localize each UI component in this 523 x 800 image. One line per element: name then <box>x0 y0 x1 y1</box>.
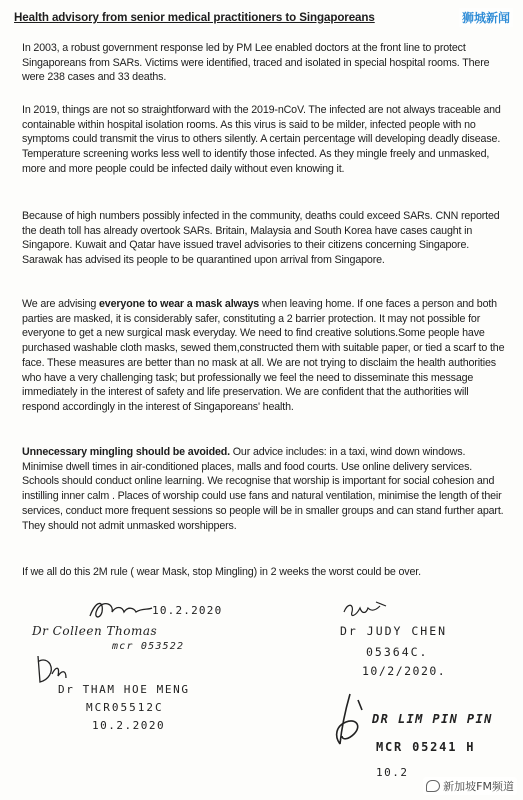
signature-colleen-mcr: mcr 053522 <box>112 641 185 652</box>
paragraph-emphasis: Unnecessary mingling should be avoided. <box>22 446 230 458</box>
signature-tham-mcr: MCR05512C <box>86 701 164 714</box>
signature-lim-scribble <box>328 690 368 748</box>
signature-colleen-date: 10.2.2020 <box>152 604 223 617</box>
paragraph-2m-rule <box>22 565 508 580</box>
signature-judy-mcr: 05364C. <box>366 645 429 659</box>
footer-watermark-text: 新加坡FM频道 <box>443 780 514 793</box>
paragraph-text: In 2003, a robust government response led by PM Lee enabled doctors at the front line to protect Singaporeans from SARs. Victims were identified, traced and isolated in special hospital rooms. There were 238 cases and 33 deaths. <box>22 42 490 84</box>
signature-tham-date: 10.2.2020 <box>92 719 166 732</box>
signature-judy-date: 10/2/2020. <box>362 664 447 678</box>
paragraph-text: when leaving home. If one faces a person and both parties are masked, it is considerably safer, constituting a 2 barrier protection. It may not possible for everyone to get a new surgical mask everyday. We need to find creative solutions.Some people have purchased washable cloth masks, sewed them,constructed them with suitable paper, or tied a scarf to the face. These measures are better than no mask at all. We are not trying to disclaim the health authorities who have a very challenging task; but professionally we feel the need to disseminate this message immediately in the interest of safety and life preservation. We are confident that the authorities will respond accordingly in the interest of Singaporeans' health. <box>22 298 505 413</box>
paragraph-lead: We are advising <box>22 298 100 310</box>
brand-watermark: 狮城新闻 <box>459 8 513 27</box>
chat-bubble-icon <box>426 780 440 792</box>
signature-lim-mcr: MCR 05241 H <box>376 740 476 754</box>
paragraph-text: In 2019, things are not so straightforward with the 2019-nCoV. The infected are not always traceable and containable within hospital isolation rooms. As this virus is said to be milder, infected people with no symptoms could transmit the virus to others silently. A certain percentage will developing deadly disease. Temperature screening works less well to identify those infected. As they mingle freely and unmasked, more and more people could be infected daily without even knowing it. <box>22 104 501 175</box>
paragraph-2003 <box>22 41 508 85</box>
signature-colleen-name: Dr Colleen Thomas <box>32 624 158 638</box>
signature-tham-name: Dr THAM HOE MENG <box>58 683 190 696</box>
signature-colleen-scribble <box>86 598 156 624</box>
signature-judy-name: Dr JUDY CHEN <box>340 624 448 638</box>
signature-lim-name: DR LIM PIN PIN <box>372 712 493 726</box>
paragraph-text: Our advice includes: in a taxi, wind down windows. Minimise dwell times in air-conditioned places, malls and food courts. Use online delivery services. Schools should conduct online learning. We recognise that worship is important for social cohesion and instilling inner calm . Places of worship could use fans and natural ventilation, minimise the length of their services, conduct more frequent sessions so people will be in smaller groups and can stand further apart. They should not admit unmasked worshippers. <box>22 446 504 532</box>
paragraph-mingling <box>22 445 508 533</box>
signature-judy-scribble <box>340 598 390 620</box>
paragraph-masks <box>22 297 508 415</box>
paragraph-text: If we all do this 2M rule ( wear Mask, stop Mingling) in 2 weeks the worst could be over. <box>22 566 421 578</box>
paragraph-emphasis: everyone to wear a mask always <box>99 298 260 310</box>
signature-lim-date: 10.2 <box>376 766 409 779</box>
paragraph-deaths <box>22 209 508 268</box>
paragraph-text: Because of high numbers possibly infected in the community, deaths could exceed SARs. CNN reported the death toll has already overtook SARs. Britain, Malaysia and South Korea have cases caught in Singapore. Kuwait and Qatar have issued travel advisories to their citizens concerning Singapore. Sarawak has advised its people to be quarantined upon arrival from Singapore. <box>22 210 500 267</box>
paragraph-2019 <box>22 103 508 177</box>
footer-watermark <box>423 777 517 795</box>
document-title: Health advisory from senior medical practitioners to Singaporeans <box>14 11 375 24</box>
